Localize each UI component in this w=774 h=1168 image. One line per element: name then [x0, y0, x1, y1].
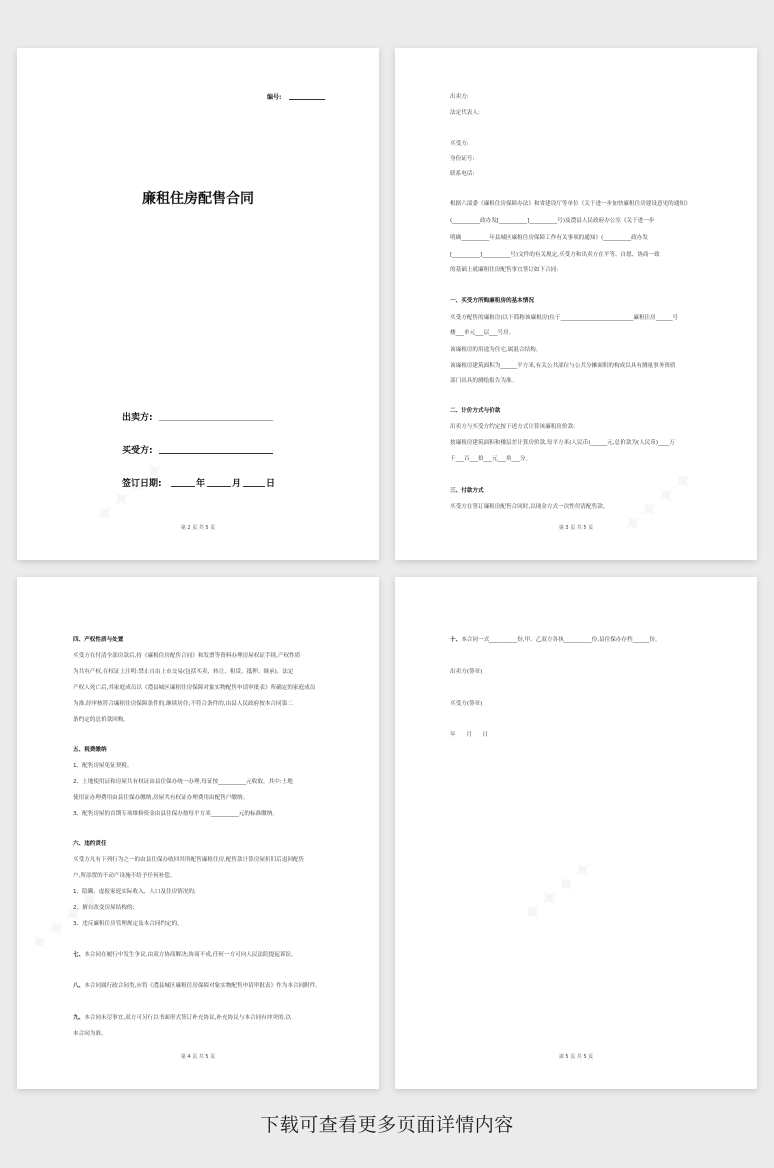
body-line: 千___百___拾___元___角___分。: [450, 456, 532, 462]
page-footer: 第 3 页 共 5 页: [558, 525, 594, 531]
year-label: 年: [196, 479, 206, 489]
day-label: 日: [266, 479, 276, 489]
clause-number: 十、: [450, 637, 462, 643]
body-line: 为准,经审核符合廉租住房保障条件的,继续居住;不符合条件的,由县人民政府按本合同第二: [73, 701, 293, 707]
clause-number: 七、: [73, 952, 85, 958]
section-heading: 五、税费缴纳: [73, 747, 107, 753]
body-line: 1、隐瞒、虚报家庭实际收入、人口及住房情况的;: [73, 889, 196, 895]
body-line: 本合同为准。: [73, 1031, 107, 1037]
body-line: 产权人死亡后,其家庭成员以《澧县城区廉租住房保障对象实物配售申请审批表》所确定的家庭成员: [73, 685, 316, 691]
body-line: 条约定的总价款回购。: [73, 717, 129, 723]
section-heading: 一、买受方所购廉租房的基本情况: [450, 298, 534, 304]
body-line: 买受方配售的廉租房(以下简称该廉租房)位于__________________________廉租住房______号: [450, 315, 679, 321]
year-line: [171, 486, 195, 487]
watermark: [516, 853, 602, 932]
buyer-line: [159, 453, 273, 454]
body-line: 联系电话:: [450, 171, 475, 177]
watermark: [88, 454, 174, 533]
section-heading: 六、违约责任: [73, 841, 107, 847]
section-heading: 四、产权性质与处置: [73, 637, 124, 643]
body-line: 2、擅自改变房屋结构的;: [73, 905, 135, 911]
month-label: 月: [232, 479, 242, 489]
body-line: 根据六部委《廉租住房保障办法》和省建设厅等单位《关于进一步加快廉租住房建设意见的通知》: [450, 201, 691, 207]
download-caption: 下载可查看更多页面详情内容: [260, 1114, 514, 1136]
clause-text: 本合同未尽事宜,双方可另行以书面形式签订补充协议,补充协议与本合同有冲突的,以: [84, 1015, 291, 1021]
clause-10: [450, 636, 717, 644]
clause-8: [73, 982, 339, 990]
clause-number: 八、: [73, 983, 85, 989]
body-line: 1、配售房屋免征契税。: [73, 763, 133, 769]
body-line: 按廉租房建筑面积和楼层差计算房价款,每平方米(人民币)______元,总价款为(人民币)____万: [450, 440, 675, 446]
body-line: 身份证号:: [450, 156, 475, 162]
buyer-label: 买受方:: [122, 446, 153, 456]
body-line: 该廉租房的用途为住宅,属混合结构。: [450, 347, 542, 353]
contract-title: 廉租住房配售合同: [142, 191, 254, 207]
sign-date-label: 签订日期:: [122, 479, 162, 489]
seller-line: [159, 420, 273, 421]
page-footer: 第 5 页 共 5 页: [558, 1054, 594, 1060]
document-page-4: [395, 577, 757, 1089]
body-line: 户,所添置的不动产设施不给予任何补偿。: [73, 873, 176, 879]
body-line: 3、配售房屋的首期专项维修资金由县住保办按每平方米__________元的标准缴纳。: [73, 811, 278, 817]
body-line: 为共有产权,在权证上注明:禁止自由上市交易(包括买卖、转让、租赁、抵押、继承)。法定: [73, 669, 294, 675]
contract-number-label: 编号:: [267, 94, 282, 101]
body-line: 买受方凡有下列行为之一的由县住保办收回其所配售廉租住房,配售款计算房屋折旧后退回配售: [73, 857, 305, 863]
body-line: 3、违反廉租住房管理规定及本合同约定的。: [73, 921, 183, 927]
section-heading: 三、付款方式: [450, 488, 484, 494]
body-line: 该廉租房建筑面积为______平方米,有关公共部位与公共分摊面积的构成以具有测量事务资质: [450, 363, 676, 369]
body-line: 法定代表人:: [450, 110, 480, 116]
body-line: 出卖方与买受方约定按下述方式计算该廉租房价款:: [450, 424, 575, 430]
day-line: [243, 486, 265, 487]
body-line: 买受方:: [450, 141, 469, 147]
body-line: 使用证办理费用由县住保办缴纳,房屋共有权证办理费用由配售户缴纳。: [73, 795, 249, 801]
clause-text: 本合同在履行中发生争议,由双方协商解决;协商不成,任何一方可向人民法院提起诉讼。: [84, 952, 297, 958]
document-page-2: [395, 48, 757, 560]
body-line: 明确__________年县城区廉租住房保障工作有关事项的通知》(__________政办发: [450, 235, 648, 241]
clause-text: 本合同一式__________份,甲、乙双方各执__________份,县住保办存档______份。: [461, 637, 661, 643]
seller-label: 出卖方:: [122, 413, 153, 423]
body-line: 楼___单元___层___号房。: [450, 330, 515, 336]
section-heading: 二、计价方式与价款: [450, 408, 501, 414]
seller-signature: 出卖方(签章): [450, 669, 483, 675]
clause-9: [73, 1014, 339, 1022]
document-page-3: [17, 577, 379, 1089]
body-line: 买受方在付清全部房款后,持《廉租住房配售合同》和发票等资料办理房屋权证手续,产权性质: [73, 653, 301, 659]
page-footer: 第 2 页 共 5 页: [180, 525, 216, 531]
body-line: 2、土地使用证和房屋共有权证由县住保办统一办理,每证按__________元收取。其中:土地: [73, 779, 293, 785]
body-line: 出卖方:: [450, 94, 469, 100]
contract-number-line: [289, 99, 325, 100]
body-line: 的基础上就廉租住房配售事宜签订如下合同:: [450, 267, 559, 273]
body-line: 部门出具的测绘报告为准。: [450, 378, 518, 384]
body-line: [__________]__________号)文件的有关规定,买受方和出卖方在平等、自愿、协商一致: [450, 252, 660, 258]
month-line: [207, 486, 231, 487]
body-line: 买受方在签订廉租房配售合同时,以现金方式一次性付清配售款。: [450, 504, 609, 510]
document-page-cover: [17, 48, 379, 560]
clause-7: [73, 951, 339, 959]
body-line: (__________政办发[__________]__________号)及澧县人民政府办公室《关于进一步: [450, 218, 655, 224]
clause-text: 本合同属行政合同类,应将《澧县城区廉租住房保障对象实物配售申请审批表》作为本合同附件。: [84, 983, 321, 989]
page-footer: 第 4 页 共 5 页: [180, 1054, 216, 1060]
clause-number: 九、: [73, 1015, 85, 1021]
sign-date: 年 月 日: [450, 732, 489, 738]
buyer-signature: 买受方(签章): [450, 701, 483, 707]
